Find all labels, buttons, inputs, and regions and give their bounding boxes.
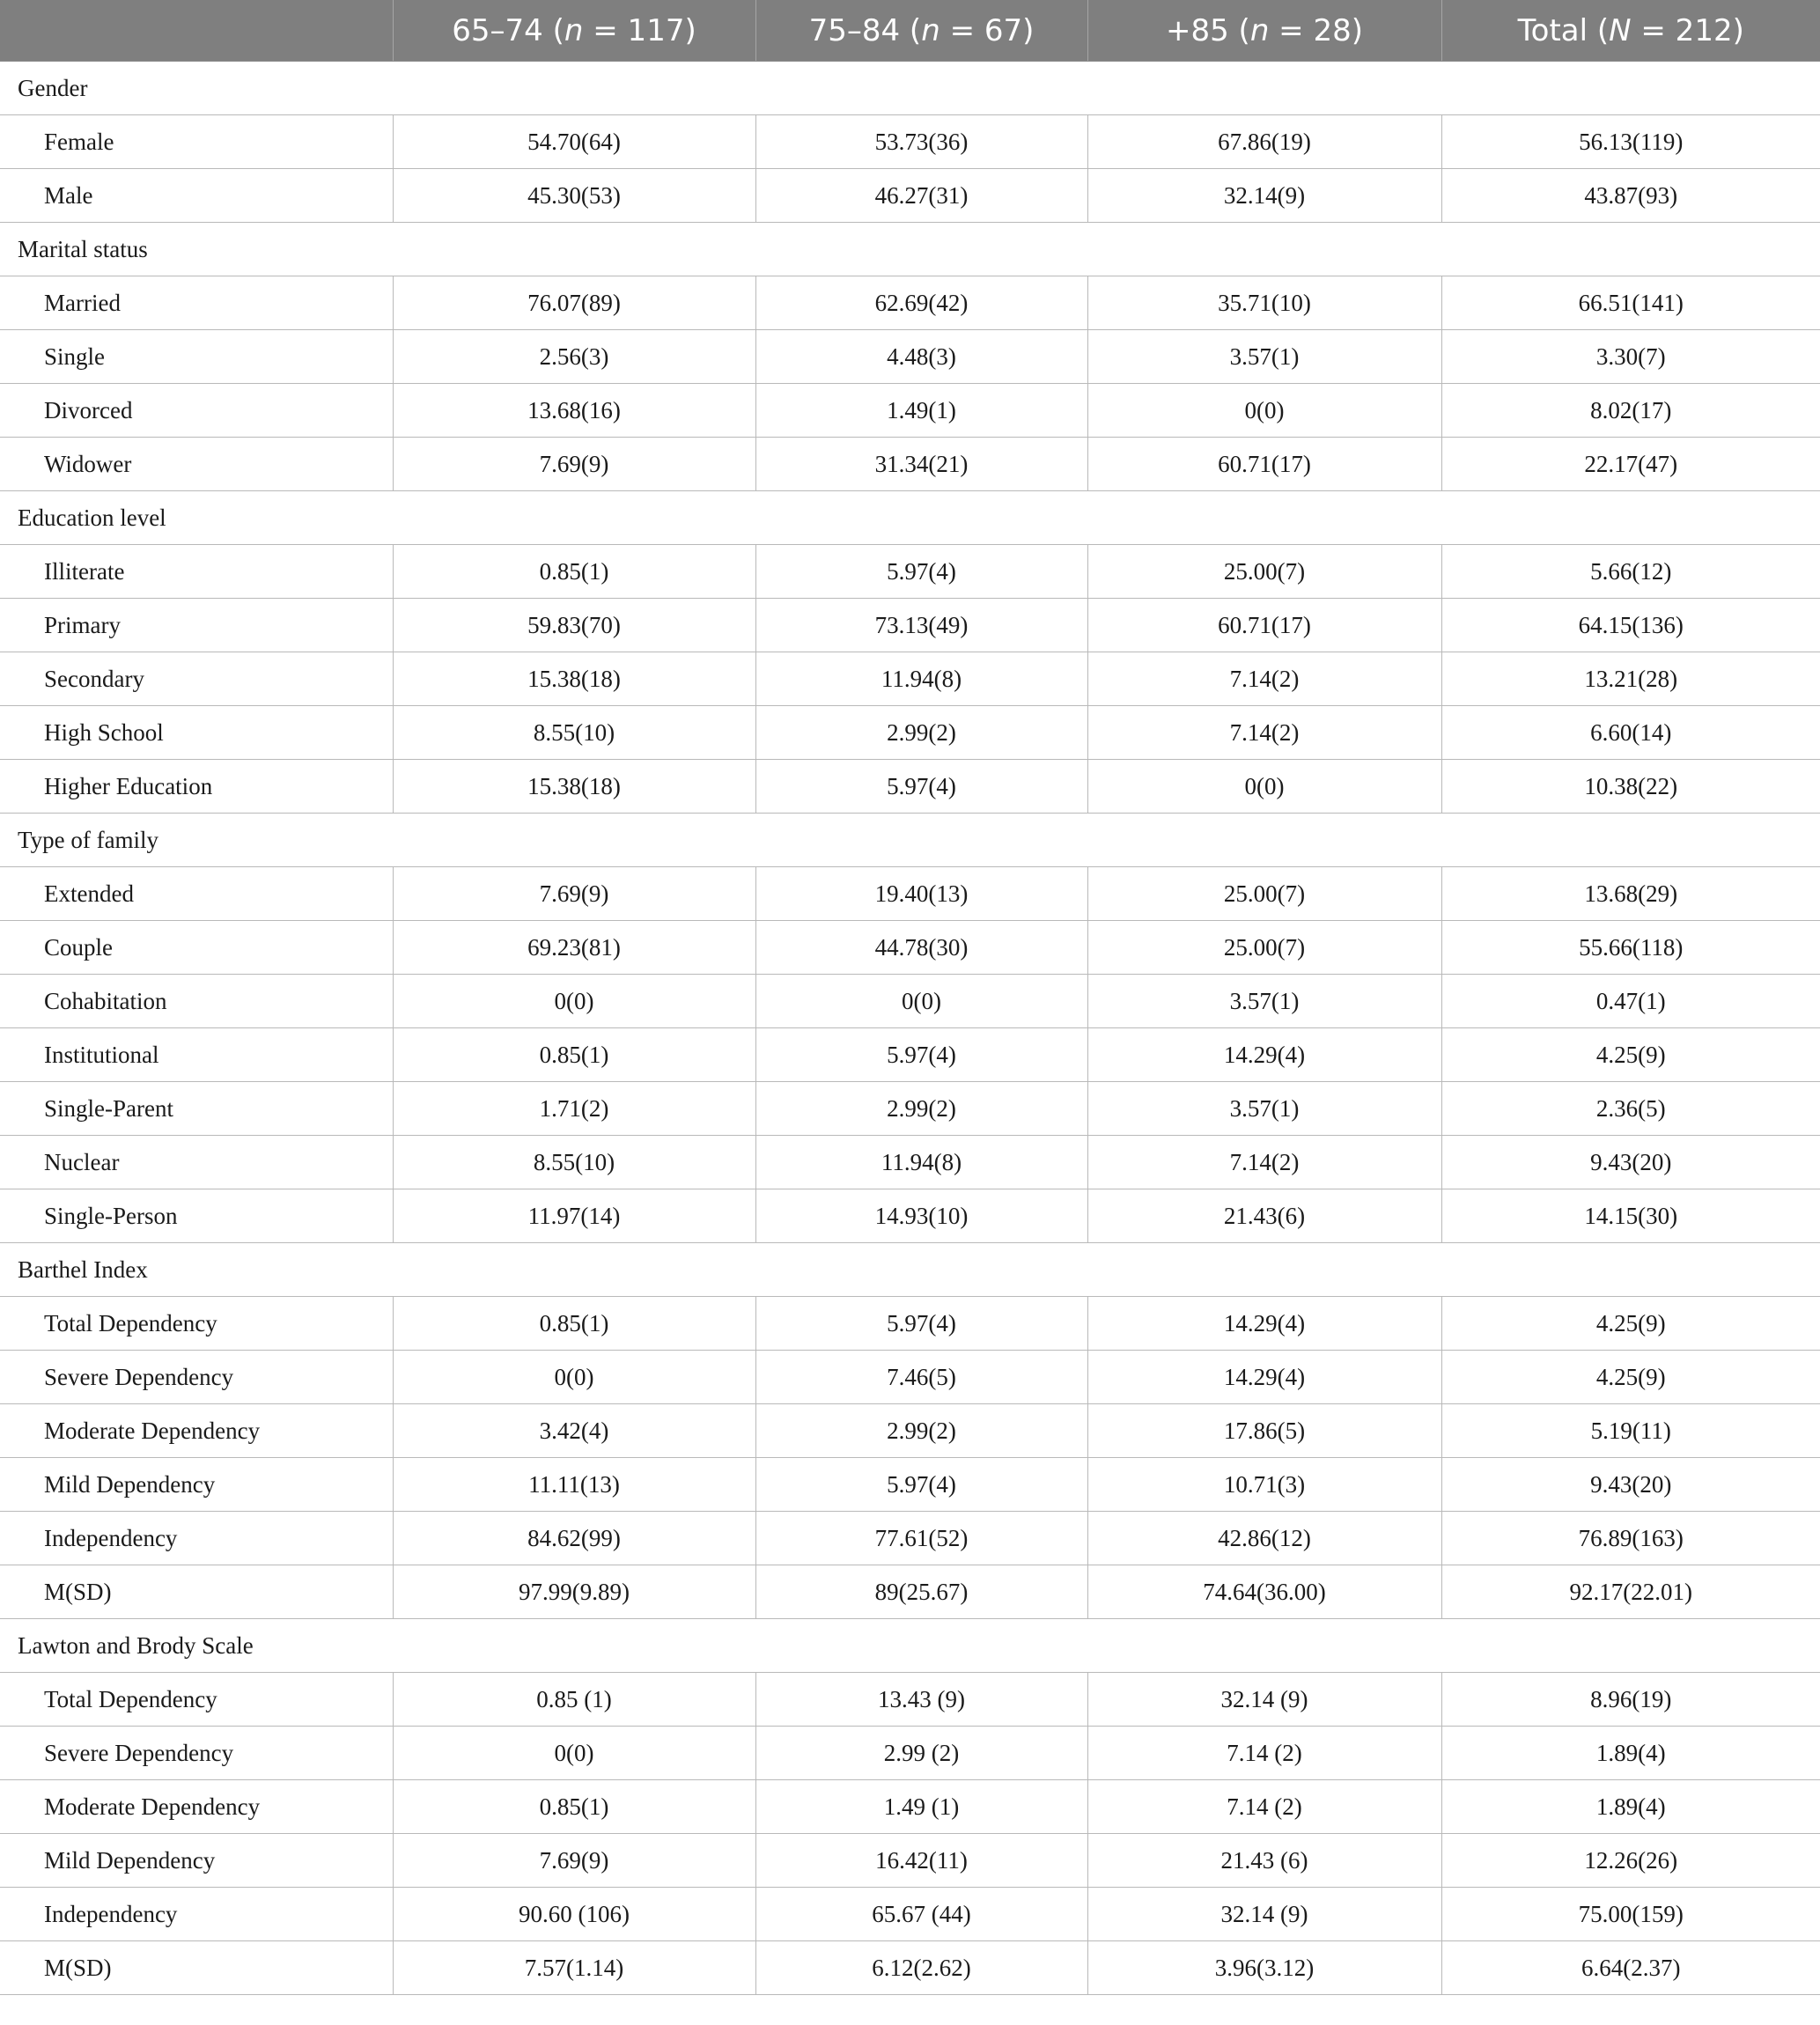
header-var: N: [1609, 12, 1632, 48]
value-cell: 64.15(136): [1441, 599, 1820, 652]
value-cell: 3.96(3.12): [1087, 1941, 1441, 1995]
value-cell: 25.00(7): [1087, 921, 1441, 975]
row-label: M(SD): [0, 1941, 393, 1995]
value-cell: 84.62(99): [393, 1512, 755, 1565]
value-cell: 0(0): [755, 975, 1087, 1028]
table-row: [0, 1082, 1820, 1136]
header-var: n: [921, 12, 940, 48]
row-label: Married: [0, 276, 393, 330]
value-cell: 60.71(17): [1087, 599, 1441, 652]
value-cell: 60.71(17): [1087, 438, 1441, 491]
value-cell: 0(0): [393, 1727, 755, 1780]
value-cell: 5.66(12): [1441, 545, 1820, 599]
table-row: [0, 867, 1820, 921]
row-label: Illiterate: [0, 545, 393, 599]
row-label: M(SD): [0, 1565, 393, 1619]
value-cell: 35.71(10): [1087, 276, 1441, 330]
section-title: Marital status: [0, 223, 1820, 276]
section-title: Gender: [0, 62, 1820, 115]
value-cell: 69.23(81): [393, 921, 755, 975]
value-cell: 7.14(2): [1087, 706, 1441, 760]
value-cell: 73.13(49): [755, 599, 1087, 652]
header-age-85-plus: [1087, 0, 1441, 62]
value-cell: 1.89(4): [1441, 1780, 1820, 1834]
value-cell: 32.14 (9): [1087, 1888, 1441, 1941]
value-cell: 11.11(13): [393, 1458, 755, 1512]
header-text: +85 (: [1165, 12, 1250, 48]
value-cell: 4.25(9): [1441, 1028, 1820, 1082]
value-cell: 7.14 (2): [1087, 1780, 1441, 1834]
value-cell: 22.17(47): [1441, 438, 1820, 491]
value-cell: 7.14(2): [1087, 1136, 1441, 1189]
table-row: [0, 975, 1820, 1028]
value-cell: 76.07(89): [393, 276, 755, 330]
value-cell: 6.64(2.37): [1441, 1941, 1820, 1995]
value-cell: 32.14 (9): [1087, 1673, 1441, 1727]
header-var: n: [564, 12, 584, 48]
row-label: Total Dependency: [0, 1673, 393, 1727]
value-cell: 4.25(9): [1441, 1351, 1820, 1404]
value-cell: 10.71(3): [1087, 1458, 1441, 1512]
row-label: Female: [0, 115, 393, 169]
value-cell: 21.43(6): [1087, 1189, 1441, 1243]
value-cell: 46.27(31): [755, 169, 1087, 223]
value-cell: 10.38(22): [1441, 760, 1820, 814]
header-age-75-84: [755, 0, 1087, 62]
value-cell: 2.99 (2): [755, 1727, 1087, 1780]
section-row: [0, 223, 1820, 276]
table-row: [0, 1888, 1820, 1941]
row-label: Secondary: [0, 652, 393, 706]
row-label: Total Dependency: [0, 1297, 393, 1351]
value-cell: 0.85(1): [393, 545, 755, 599]
table-row: [0, 760, 1820, 814]
value-cell: 4.48(3): [755, 330, 1087, 384]
table-row: [0, 1565, 1820, 1619]
value-cell: 0.47(1): [1441, 975, 1820, 1028]
row-label: Divorced: [0, 384, 393, 438]
value-cell: 3.42(4): [393, 1404, 755, 1458]
row-label: Institutional: [0, 1028, 393, 1082]
value-cell: 76.89(163): [1441, 1512, 1820, 1565]
section-row: [0, 62, 1820, 115]
value-cell: 8.55(10): [393, 706, 755, 760]
value-cell: 1.49 (1): [755, 1780, 1087, 1834]
table-row: [0, 169, 1820, 223]
header-text: = 212): [1631, 12, 1744, 48]
value-cell: 31.34(21): [755, 438, 1087, 491]
value-cell: 14.29(4): [1087, 1351, 1441, 1404]
value-cell: 42.86(12): [1087, 1512, 1441, 1565]
value-cell: 0(0): [393, 1351, 755, 1404]
value-cell: 7.46(5): [755, 1351, 1087, 1404]
value-cell: 0.85(1): [393, 1297, 755, 1351]
value-cell: 3.57(1): [1087, 330, 1441, 384]
header-age-65-74: [393, 0, 755, 62]
row-label: High School: [0, 706, 393, 760]
table-row: [0, 1297, 1820, 1351]
table-row: [0, 115, 1820, 169]
value-cell: 53.73(36): [755, 115, 1087, 169]
value-cell: 7.57(1.14): [393, 1941, 755, 1995]
header-empty-cell: [0, 0, 393, 62]
table-row: [0, 1780, 1820, 1834]
value-cell: 15.38(18): [393, 760, 755, 814]
value-cell: 77.61(52): [755, 1512, 1087, 1565]
value-cell: 0.85 (1): [393, 1673, 755, 1727]
value-cell: 43.87(93): [1441, 169, 1820, 223]
value-cell: 3.57(1): [1087, 1082, 1441, 1136]
row-label: Extended: [0, 867, 393, 921]
value-cell: 11.94(8): [755, 652, 1087, 706]
value-cell: 7.69(9): [393, 438, 755, 491]
header-total: [1441, 0, 1820, 62]
section-row: [0, 814, 1820, 867]
value-cell: 5.97(4): [755, 1458, 1087, 1512]
section-title: Type of family: [0, 814, 1820, 867]
section-title: Education level: [0, 491, 1820, 545]
table-row: [0, 545, 1820, 599]
table-row: [0, 1351, 1820, 1404]
value-cell: 0.85(1): [393, 1028, 755, 1082]
value-cell: 25.00(7): [1087, 545, 1441, 599]
value-cell: 3.30(7): [1441, 330, 1820, 384]
value-cell: 14.93(10): [755, 1189, 1087, 1243]
value-cell: 7.14 (2): [1087, 1727, 1441, 1780]
section-row: [0, 491, 1820, 545]
table-row: [0, 1834, 1820, 1888]
value-cell: 7.14(2): [1087, 652, 1441, 706]
value-cell: 7.69(9): [393, 1834, 755, 1888]
value-cell: 3.57(1): [1087, 975, 1441, 1028]
row-label: Widower: [0, 438, 393, 491]
value-cell: 14.15(30): [1441, 1189, 1820, 1243]
header-text: = 67): [939, 12, 1035, 48]
value-cell: 2.99(2): [755, 1404, 1087, 1458]
row-label: Moderate Dependency: [0, 1780, 393, 1834]
value-cell: 65.67 (44): [755, 1888, 1087, 1941]
table-row: [0, 1727, 1820, 1780]
value-cell: 74.64(36.00): [1087, 1565, 1441, 1619]
value-cell: 2.99(2): [755, 706, 1087, 760]
table-row: [0, 706, 1820, 760]
value-cell: 90.60 (106): [393, 1888, 755, 1941]
table-body: [0, 62, 1820, 1995]
value-cell: 17.86(5): [1087, 1404, 1441, 1458]
value-cell: 0(0): [1087, 384, 1441, 438]
row-label: Couple: [0, 921, 393, 975]
value-cell: 1.71(2): [393, 1082, 755, 1136]
table-row: [0, 1941, 1820, 1995]
row-label: Independency: [0, 1888, 393, 1941]
row-label: Single: [0, 330, 393, 384]
value-cell: 9.43(20): [1441, 1136, 1820, 1189]
value-cell: 8.02(17): [1441, 384, 1820, 438]
value-cell: 59.83(70): [393, 599, 755, 652]
table-row: [0, 921, 1820, 975]
value-cell: 16.42(11): [755, 1834, 1087, 1888]
value-cell: 9.43(20): [1441, 1458, 1820, 1512]
header-text: = 28): [1269, 12, 1364, 48]
value-cell: 21.43 (6): [1087, 1834, 1441, 1888]
value-cell: 0(0): [1087, 760, 1441, 814]
value-cell: 5.97(4): [755, 1028, 1087, 1082]
value-cell: 11.94(8): [755, 1136, 1087, 1189]
header-text: 65–74 (: [452, 12, 564, 48]
value-cell: 1.49(1): [755, 384, 1087, 438]
value-cell: 15.38(18): [393, 652, 755, 706]
value-cell: 92.17(22.01): [1441, 1565, 1820, 1619]
header-text: = 117): [583, 12, 696, 48]
value-cell: 13.68(29): [1441, 867, 1820, 921]
section-title: Barthel Index: [0, 1243, 1820, 1297]
value-cell: 0(0): [393, 975, 755, 1028]
table-row: [0, 1458, 1820, 1512]
value-cell: 19.40(13): [755, 867, 1087, 921]
value-cell: 13.68(16): [393, 384, 755, 438]
row-label: Nuclear: [0, 1136, 393, 1189]
value-cell: 11.97(14): [393, 1189, 755, 1243]
value-cell: 56.13(119): [1441, 115, 1820, 169]
table-row: [0, 384, 1820, 438]
header-row: [0, 0, 1820, 62]
table-row: [0, 652, 1820, 706]
value-cell: 8.96(19): [1441, 1673, 1820, 1727]
value-cell: 6.60(14): [1441, 706, 1820, 760]
value-cell: 13.21(28): [1441, 652, 1820, 706]
row-label: Male: [0, 169, 393, 223]
value-cell: 66.51(141): [1441, 276, 1820, 330]
table-row: [0, 1136, 1820, 1189]
value-cell: 0.85(1): [393, 1780, 755, 1834]
value-cell: 54.70(64): [393, 115, 755, 169]
value-cell: 67.86(19): [1087, 115, 1441, 169]
value-cell: 2.56(3): [393, 330, 755, 384]
value-cell: 13.43 (9): [755, 1673, 1087, 1727]
value-cell: 12.26(26): [1441, 1834, 1820, 1888]
value-cell: 55.66(118): [1441, 921, 1820, 975]
row-label: Severe Dependency: [0, 1351, 393, 1404]
value-cell: 25.00(7): [1087, 867, 1441, 921]
value-cell: 32.14(9): [1087, 169, 1441, 223]
value-cell: 14.29(4): [1087, 1028, 1441, 1082]
value-cell: 1.89(4): [1441, 1727, 1820, 1780]
row-label: Cohabitation: [0, 975, 393, 1028]
value-cell: 2.36(5): [1441, 1082, 1820, 1136]
row-label: Higher Education: [0, 760, 393, 814]
value-cell: 5.19(11): [1441, 1404, 1820, 1458]
table-row: [0, 1512, 1820, 1565]
value-cell: 14.29(4): [1087, 1297, 1441, 1351]
table-row: [0, 1673, 1820, 1727]
table-row: [0, 1404, 1820, 1458]
value-cell: 97.99(9.89): [393, 1565, 755, 1619]
section-row: [0, 1243, 1820, 1297]
section-row: [0, 1619, 1820, 1673]
row-label: Severe Dependency: [0, 1727, 393, 1780]
value-cell: 2.99(2): [755, 1082, 1087, 1136]
section-title: Lawton and Brody Scale: [0, 1619, 1820, 1673]
value-cell: 62.69(42): [755, 276, 1087, 330]
value-cell: 6.12(2.62): [755, 1941, 1087, 1995]
value-cell: 45.30(53): [393, 169, 755, 223]
row-label: Independency: [0, 1512, 393, 1565]
table-row: [0, 438, 1820, 491]
value-cell: 4.25(9): [1441, 1297, 1820, 1351]
row-label: Primary: [0, 599, 393, 652]
value-cell: 89(25.67): [755, 1565, 1087, 1619]
value-cell: 8.55(10): [393, 1136, 755, 1189]
table-row: [0, 330, 1820, 384]
row-label: Single-Person: [0, 1189, 393, 1243]
table-row: [0, 599, 1820, 652]
table-header: [0, 0, 1820, 62]
row-label: Moderate Dependency: [0, 1404, 393, 1458]
value-cell: 75.00(159): [1441, 1888, 1820, 1941]
table-row: [0, 276, 1820, 330]
value-cell: 7.69(9): [393, 867, 755, 921]
row-label: Mild Dependency: [0, 1834, 393, 1888]
row-label: Single-Parent: [0, 1082, 393, 1136]
table-row: [0, 1189, 1820, 1243]
value-cell: 5.97(4): [755, 1297, 1087, 1351]
header-text: Total (: [1517, 12, 1610, 48]
value-cell: 44.78(30): [755, 921, 1087, 975]
header-var: n: [1249, 12, 1270, 48]
row-label: Mild Dependency: [0, 1458, 393, 1512]
value-cell: 5.97(4): [755, 760, 1087, 814]
table-row: [0, 1028, 1820, 1082]
header-text: 75–84 (: [808, 12, 922, 48]
value-cell: 5.97(4): [755, 545, 1087, 599]
